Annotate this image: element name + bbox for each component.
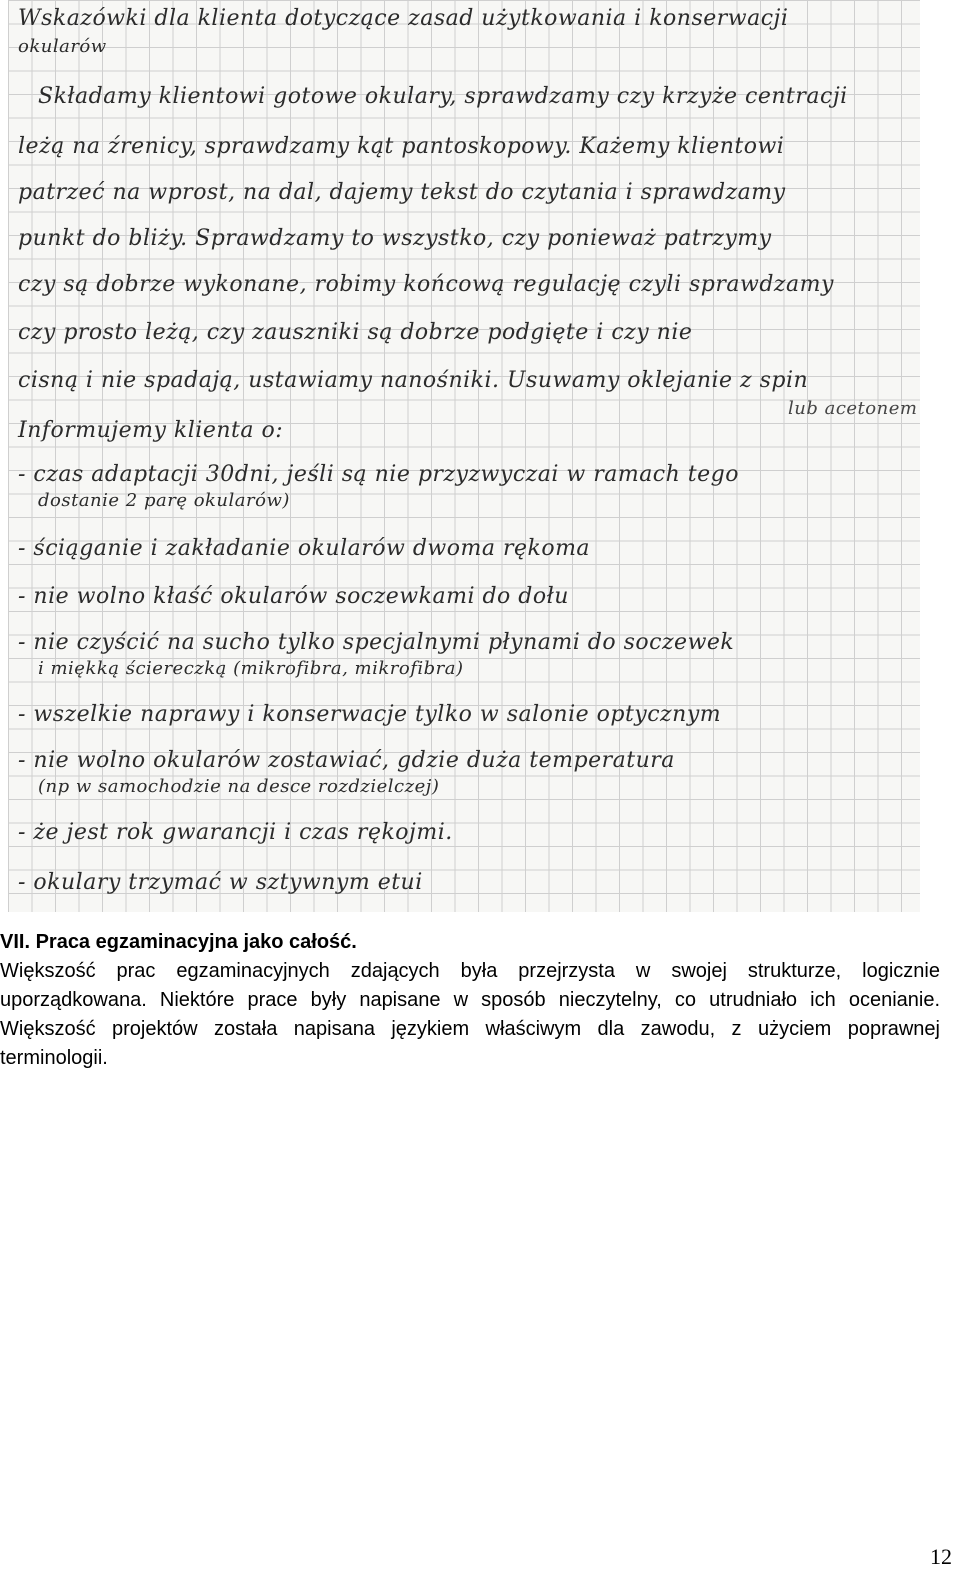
handwritten-line: czy są dobrze wykonane, robimy końcową regulację czyli sprawdzamy [18,272,834,297]
handwritten-line: - okulary trzymać w sztywnym etui [18,870,423,895]
page-number: 12 [930,1544,952,1569]
handwritten-line: (np w samochodzie na desce rozdzielczej) [38,776,440,797]
report-section [0,928,940,1073]
handwritten-line: - że jest rok gwarancji i czas rękojmi. [18,820,453,845]
handwritten-line: lub acetonem [788,398,918,419]
handwritten-line: Składamy klientowi gotowe okulary, sprawdzamy czy krzyże centracji [38,84,848,109]
handwritten-line: - czas adaptacji 30dni, jeśli są nie przyzwyczai w ramach tego [18,462,739,487]
handwritten-line: - wszelkie naprawy i konserwacje tylko w salonie optycznym [18,702,722,727]
section-paragraph: Większość prac egzaminacyjnych zdających była przejrzysta w swojej strukturze, logicznie uporządkowana. Niektóre prace były napisane w sposób nieczytelny, co utrudniało ich ocenianie. Większość projektów została napisana językiem właściwym dla zawodu, z użyciem poprawnej terminologii. [0,960,940,1069]
handwritten-line: cisną i nie spadają, ustawiamy nanośniki. Usuwamy oklejanie z spin [18,368,809,393]
section-heading: VII. Praca egzaminacyjna jako całość. [0,931,357,953]
handwritten-answer-scan [8,0,920,912]
handwritten-line: punkt do bliży. Sprawdzamy to wszystko, czy ponieważ patrzymy [18,226,772,251]
handwritten-line: czy prosto leżą, czy zauszniki są dobrze podgięte i czy nie [18,320,693,345]
handwritten-line: i miękką ściereczką (mikrofibra, mikrofibra) [38,658,464,679]
handwritten-line: Informujemy klienta o: [18,418,284,443]
handwritten-title-line-2: okularów [18,36,107,57]
handwritten-title-line-1: Wskazówki dla klienta dotyczące zasad użytkowania i konserwacji [18,6,789,31]
handwritten-line: - nie wolno okularów zostawiać, gdzie duża temperatura [18,748,675,773]
handwritten-line: leżą na źrenicy, sprawdzamy kąt pantoskopowy. Każemy klientowi [18,134,785,159]
handwritten-line: dostanie 2 parę okularów) [38,490,290,511]
handwritten-line: - nie czyścić na sucho tylko specjalnymi płynami do soczewek [18,630,735,655]
handwritten-line: - nie wolno kłaść okularów soczewkami do dołu [18,584,569,609]
handwritten-line: patrzeć na wprost, na dal, dajemy tekst do czytania i sprawdzamy [18,180,786,205]
handwritten-line: - ściąganie i zakładanie okularów dwoma rękoma [18,536,591,561]
